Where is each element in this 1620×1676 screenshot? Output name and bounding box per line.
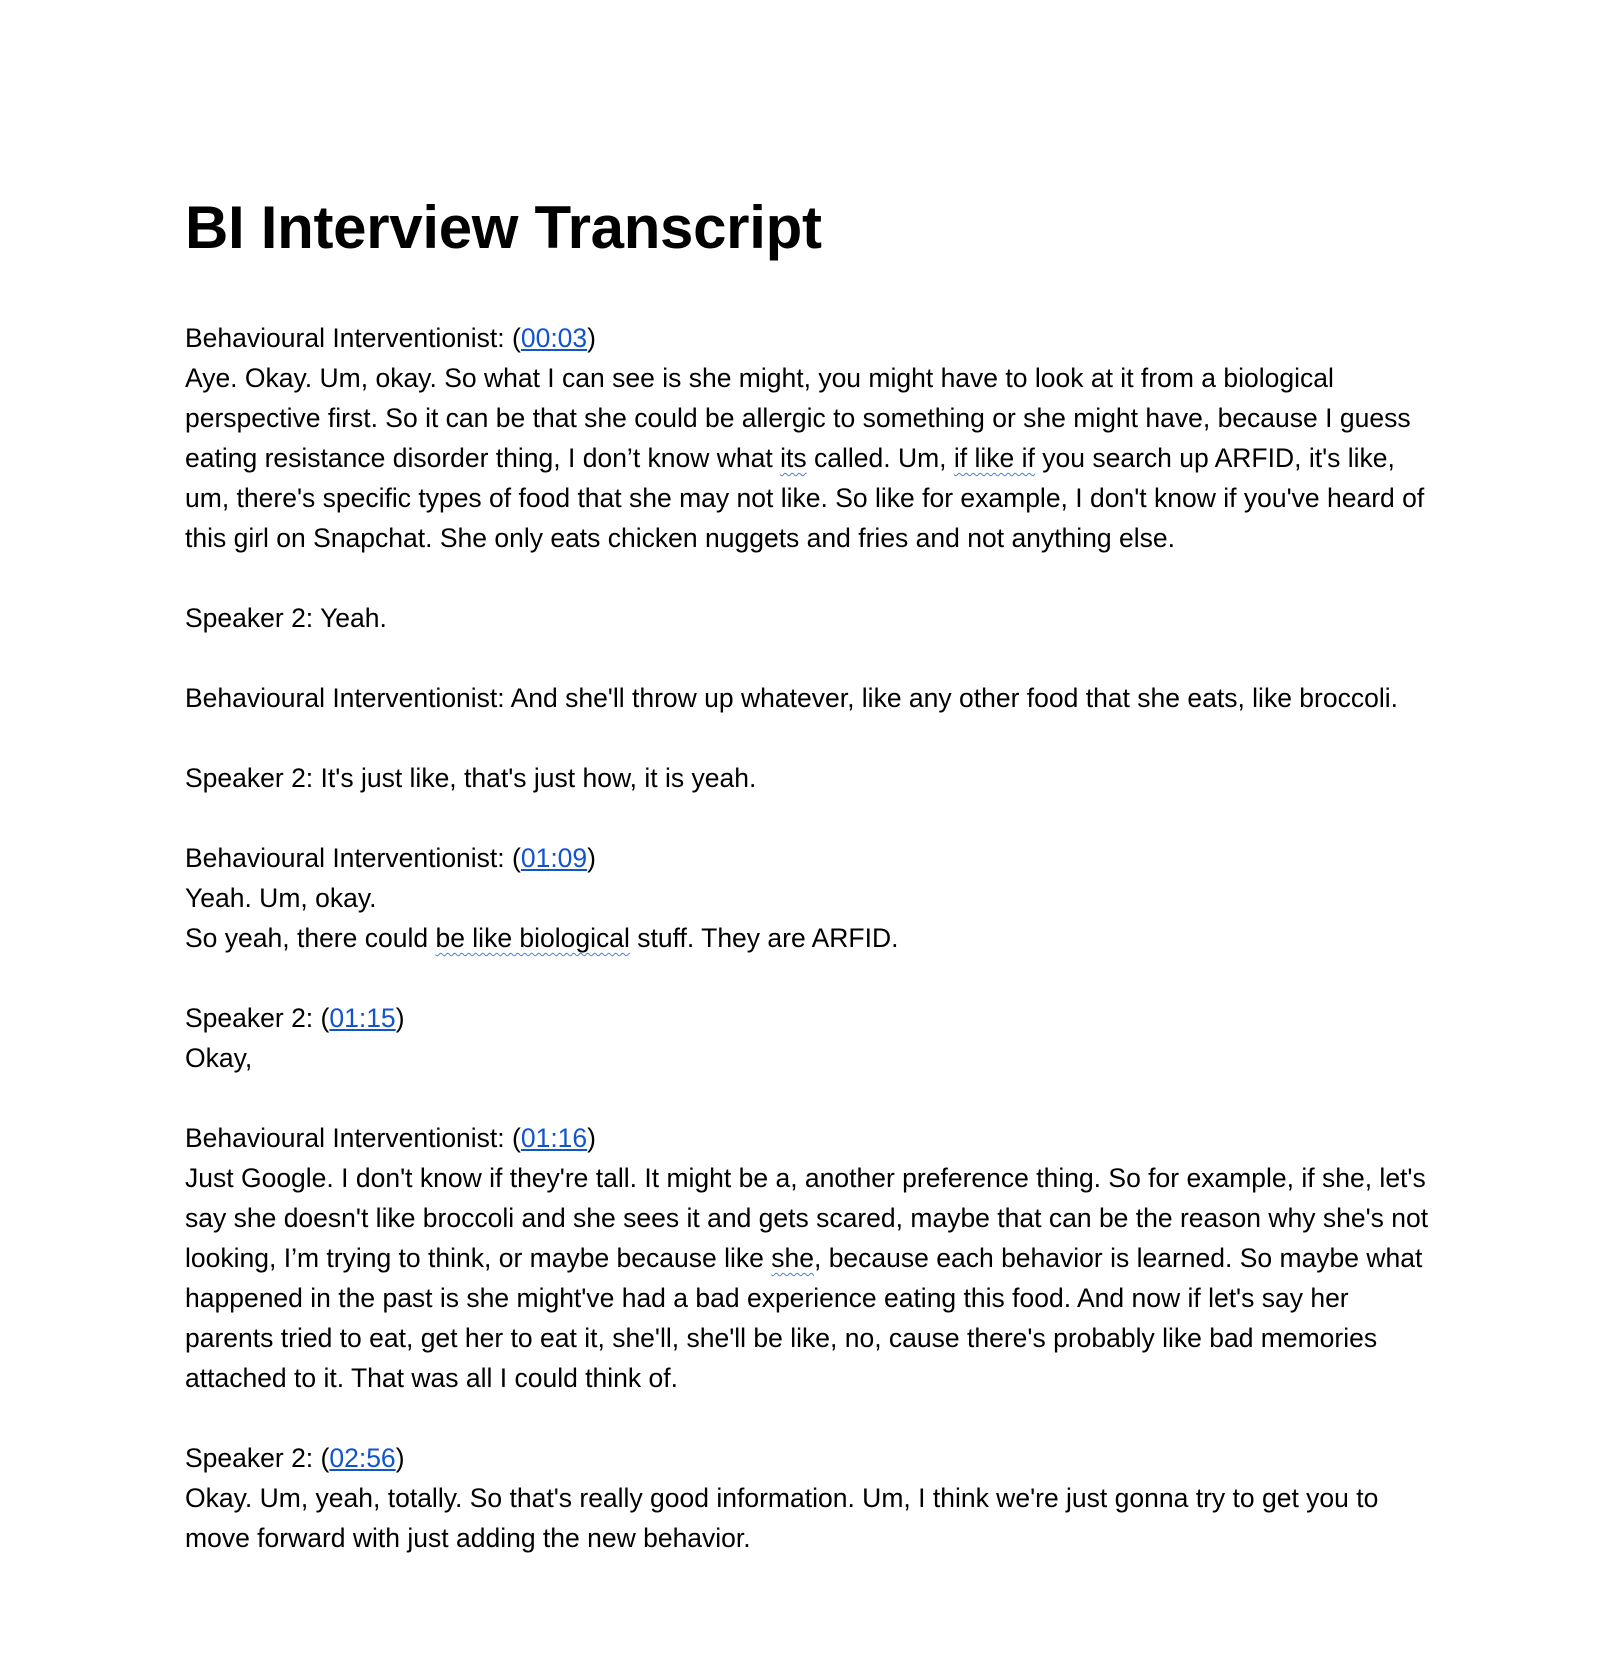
speaker-label: Speaker 2: xyxy=(185,1443,314,1473)
speaker-label: Speaker 2: xyxy=(185,1003,314,1033)
text-segment: you search up ARFID, it's like, um, there's specific types of food that she may not like. So like for example, I don't know if you've heard of this girl on Snapchat. She only eats chicken nuggets and fries and not anything else. xyxy=(185,443,1425,553)
transcript-entry xyxy=(185,1438,1435,1558)
text-segment: , because each behavior is learned. So maybe what happened in the past is she might've had a bad experience eating this food. And now if let's say her parents tried to eat, get her to eat it, she'll, she'll be like, no, cause there's probably like bad memories attached to it. That was all I could think of. xyxy=(185,1243,1423,1393)
utterance-text xyxy=(185,358,1435,558)
spellcheck-flag[interactable]: its xyxy=(780,443,807,473)
document-content xyxy=(185,188,1435,1598)
utterance-text: Yeah. Um, okay. xyxy=(185,883,377,913)
speaker-line: Behavioural Interventionist: (01:09) xyxy=(185,843,596,873)
speaker-label: Speaker 2: xyxy=(185,763,314,793)
transcript-entry xyxy=(185,838,1435,958)
speaker-label: Speaker 2: xyxy=(185,603,314,633)
transcript-body xyxy=(185,318,1435,1558)
document-title: BI Interview Transcript xyxy=(185,194,822,261)
timestamp-link[interactable]: 01:15 xyxy=(329,1003,396,1033)
utterance-text xyxy=(185,1158,1435,1398)
utterance-text: Yeah. xyxy=(320,603,387,633)
timestamp-link[interactable]: 01:09 xyxy=(520,843,588,873)
transcript-entry xyxy=(185,318,1435,558)
transcript-entry xyxy=(185,598,1435,638)
utterance-text: Okay, xyxy=(185,1043,253,1073)
utterance-text: Okay. Um, yeah, totally. So that's really good information. Um, I think we're just gonna try to get you to move forward with just adding the new behavior. xyxy=(185,1483,1379,1553)
text-segment: Just Google. I don't know if they're tall. It might be a, another preference thing. So for example, if she, let's say she doesn't like broccoli and she sees it and gets scared, maybe that can be the reason why she's not looking, I’m trying to think, or maybe because like xyxy=(185,1163,1429,1273)
timestamp-link[interactable]: 01:16 xyxy=(520,1123,588,1153)
speaker-line: Speaker 2: (01:15) xyxy=(185,1003,405,1033)
spellcheck-flag[interactable]: she xyxy=(771,1243,814,1273)
spellcheck-flag[interactable]: if like if xyxy=(953,443,1035,473)
text-segment: Aye. Okay. Um, okay. So what I can see is she might, you might have to look at it from a biological perspective first. So it can be that she could be allergic to something or she might have, because I guess eating resistance disorder thing, I don’t know what xyxy=(185,363,1411,473)
speaker-line: Speaker 2: (02:56) xyxy=(185,1443,405,1473)
speaker-label: Behavioural Interventionist: xyxy=(185,683,505,713)
timestamp-link[interactable]: 00:03 xyxy=(520,323,588,353)
utterance-text: And she'll throw up whatever, like any other food that she eats, like broccoli. xyxy=(510,683,1398,713)
speaker-label: Behavioural Interventionist: xyxy=(185,843,505,873)
transcript-entry xyxy=(185,758,1435,798)
speaker-label: Behavioural Interventionist: xyxy=(185,1123,505,1153)
speaker-line: Behavioural Interventionist: (01:16) xyxy=(185,1123,596,1153)
utterance-text: It's just like, that's just how, it is yeah. xyxy=(320,763,757,793)
transcript-entry xyxy=(185,1118,1435,1398)
spellcheck-flag[interactable]: be like biological xyxy=(435,923,630,953)
transcript-entry xyxy=(185,678,1435,718)
text-segment: stuff. They are ARFID. xyxy=(629,923,899,953)
text-segment: So yeah, there could xyxy=(185,923,436,953)
transcript-entry xyxy=(185,998,1435,1078)
speaker-label: Behavioural Interventionist: xyxy=(185,323,505,353)
text-segment: called. Um, xyxy=(806,443,954,473)
utterance-text xyxy=(185,918,1435,958)
timestamp-link[interactable]: 02:56 xyxy=(329,1443,396,1473)
speaker-line: Behavioural Interventionist: (00:03) xyxy=(185,323,596,353)
